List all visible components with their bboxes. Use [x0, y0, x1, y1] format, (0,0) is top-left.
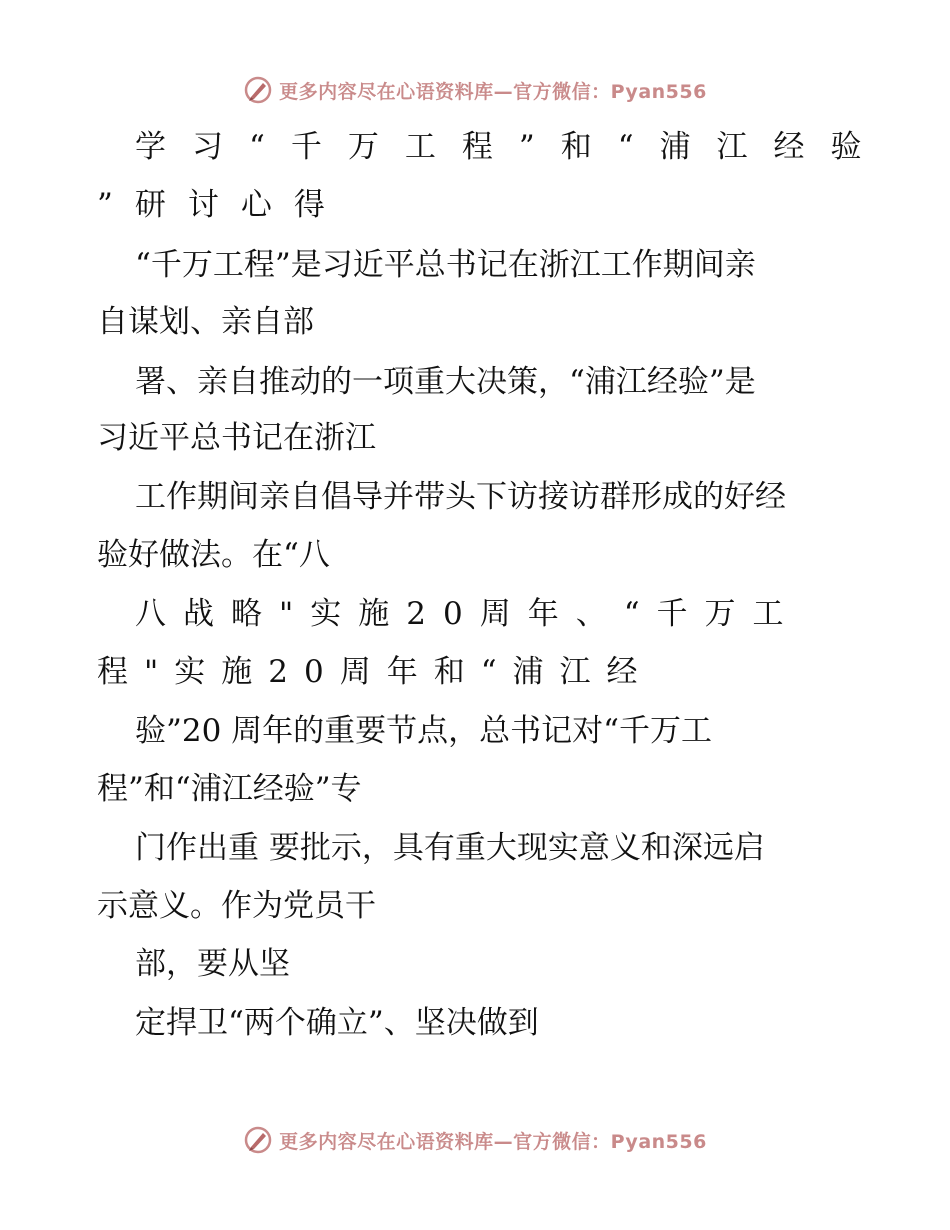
body-line: 自谋划、亲自部 [97, 304, 314, 340]
pen-logo-icon [243, 1125, 273, 1155]
body-line: 示意义。作为党员干 [97, 888, 376, 924]
body-line: “千万工程”是习近平总书记在浙江工作期间亲 [135, 247, 756, 283]
header-banner [0, 70, 950, 110]
body-line: 部，要从坚 [135, 946, 290, 982]
document-title-line-2: ”研讨心得 [97, 187, 347, 223]
body-line: 署、亲自推动的一项重大决策，“浦江经验”是 [135, 364, 756, 400]
body-line: 验好做法。在“八 [97, 537, 330, 573]
body-line: 工作期间亲自倡导并带头下访接访群形成的好经 [135, 479, 786, 515]
body-line: 定捍卫“两个确立”、坚决做到 [135, 1005, 539, 1041]
footer-banner-text: 更多内容尽在心语资料库—官方微信：Pyan556 [279, 1130, 707, 1153]
body-line: 习近平总书记在浙江 [97, 420, 376, 456]
pen-logo-icon [243, 75, 273, 105]
footer-banner [0, 1120, 950, 1160]
body-line: 验”20 周年的重要节点，总书记对“千万工 [135, 713, 712, 749]
body-line: 程"实施20周年和“浦江经 [97, 654, 654, 690]
body-line: 门作出重 要批示，具有重大现实意义和深远启 [135, 830, 765, 866]
body-line: 八战略"实施20周年、“千万工 [135, 596, 801, 632]
body-line: 程”和“浦江经验”专 [97, 771, 362, 807]
document-title-line-1: 学习“千万工程”和“浦江经验 [135, 129, 888, 165]
header-banner-text: 更多内容尽在心语资料库—官方微信：Pyan556 [279, 80, 707, 103]
